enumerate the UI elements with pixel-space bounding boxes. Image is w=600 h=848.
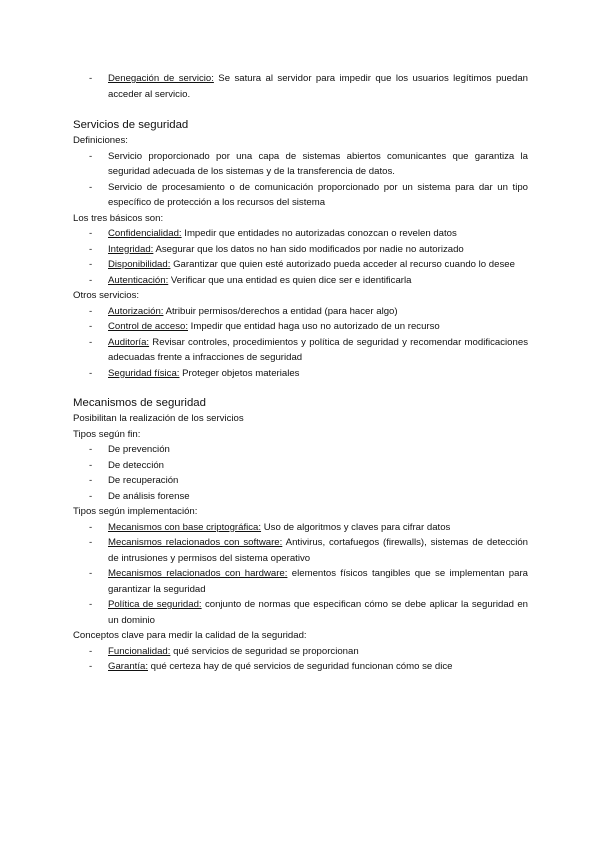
fin-label: Tipos según fin: (73, 428, 141, 440)
list-item-term: Seguridad física: (108, 367, 180, 379)
list-item-text: Asegurar que los datos no han sido modificados por nadie no autorizado (153, 243, 464, 255)
conceptos-list (73, 644, 528, 675)
list-item (73, 535, 528, 566)
list-item-term: Denegación de servicio: (108, 73, 214, 84)
list-item-term: Mecanismos con base criptográfica: (108, 521, 262, 533)
list-item-text: De análisis forense (108, 490, 190, 502)
fin-list (73, 442, 528, 504)
impl-label: Tipos según implementación: (73, 506, 198, 517)
list-item-text: conjunto de normas que especifican cómo se debe aplicar la seguridad en un dominio (108, 599, 528, 626)
basicos-label: Los tres básicos son: (73, 212, 164, 224)
list-item-text: Atribuir permisos/derechos a entidad (para hacer algo) (163, 305, 398, 317)
definiciones-label: Definiciones: (73, 135, 128, 146)
list-item-term: Garantía: (108, 661, 148, 672)
list-item-term: Disponibilidad: (108, 259, 171, 270)
list-item-text: De prevención (108, 444, 170, 455)
otros-list (73, 304, 528, 382)
list-item (73, 659, 528, 675)
impl-list (73, 520, 528, 629)
list-item (73, 149, 528, 180)
list-item (73, 319, 528, 335)
definiciones-list (73, 149, 528, 211)
list-item (73, 304, 528, 320)
list-item-term: Política de seguridad: (108, 599, 202, 610)
list-item (73, 257, 528, 273)
list-item (73, 273, 528, 289)
section-title-servicios: Servicios de seguridad (73, 119, 189, 131)
list-item (73, 335, 528, 366)
list-item-text: Proteger objetos materiales (179, 367, 300, 379)
list-item (73, 473, 528, 489)
list-item (73, 226, 528, 242)
list-item-term: Autorización: (108, 305, 164, 317)
list-item-term: Funcionalidad: (108, 645, 171, 657)
list-item-term: Control de acceso: (108, 321, 188, 332)
list-item-text: Verificar que una entidad es quien dice ser e identificarla (168, 274, 412, 286)
spacer (73, 102, 528, 117)
list-item-text: Servicio proporcionado por una capa de sistemas abiertos comunicantes que garantiza la seguridad adecuada de los sistemas y de la transferencia de datos. (108, 150, 528, 177)
list-item (73, 566, 528, 597)
spacer (73, 381, 528, 395)
list-item-text: Antivirus, cortafuegos (firewalls), sistemas de detección de intrusiones y permisos del sistema operativo (108, 537, 528, 564)
list-item-text: elementos físicos tangibles que se implementan para garantizar la seguridad (108, 568, 529, 595)
list-item-text: Impedir que entidades no autorizadas conozcan o revelen datos (181, 228, 457, 239)
intro-list (73, 71, 528, 102)
list-item (73, 242, 528, 258)
list-item (73, 180, 528, 211)
list-item-text: Revisar controles, procedimientos y política de seguridad y recomendar modificaciones adecuadas frente a infracciones de seguridad (108, 336, 528, 363)
basicos-list (73, 226, 528, 288)
list-item-text: qué certeza hay de qué servicios de seguridad funcionan cómo se dice (148, 661, 453, 672)
list-item (73, 71, 528, 102)
list-item-term: Mecanismos relacionados con software: (108, 537, 283, 548)
mecanismos-intro: Posibilitan la realización de los servicios (73, 413, 244, 424)
list-item-text: Garantizar que quien esté autorizado pueda acceder al recurso cuando lo desee (170, 259, 515, 270)
list-item-term: Integridad: (108, 243, 154, 255)
list-item-term: Confidencialidad: (108, 228, 182, 239)
list-item (73, 489, 528, 505)
conceptos-label: Conceptos clave para medir la calidad de la seguridad: (73, 630, 307, 641)
list-item-text: Uso de algoritmos y claves para cifrar datos (261, 521, 451, 533)
list-item (73, 458, 528, 474)
list-item (73, 442, 528, 458)
list-item-text: Impedir que entidad haga uso no autorizado de un recurso (188, 321, 440, 332)
section-title-mecanismos: Mecanismos de seguridad (73, 397, 206, 409)
list-item-text: qué servicios de seguridad se proporcionan (170, 645, 359, 657)
document-content (73, 71, 528, 675)
list-item-term: Auditoría: (108, 336, 150, 348)
list-item-term: Mecanismos relacionados con hardware: (108, 568, 288, 579)
list-item (73, 366, 528, 382)
list-item-text: Se satura al servidor para impedir que los usuarios legítimos puedan acceder al servicio. (108, 73, 528, 100)
list-item-text: De recuperación (108, 475, 179, 486)
list-item-text: De detección (108, 459, 164, 471)
list-item (73, 644, 528, 660)
list-item-term: Autenticación: (108, 274, 169, 286)
list-item-text: Servicio de procesamiento o de comunicación proporcionado por un sistema para dar un tipo específico de protección a los recursos del sistema (108, 181, 528, 208)
list-item (73, 597, 528, 628)
list-item (73, 520, 528, 536)
otros-label: Otros servicios: (73, 290, 140, 301)
